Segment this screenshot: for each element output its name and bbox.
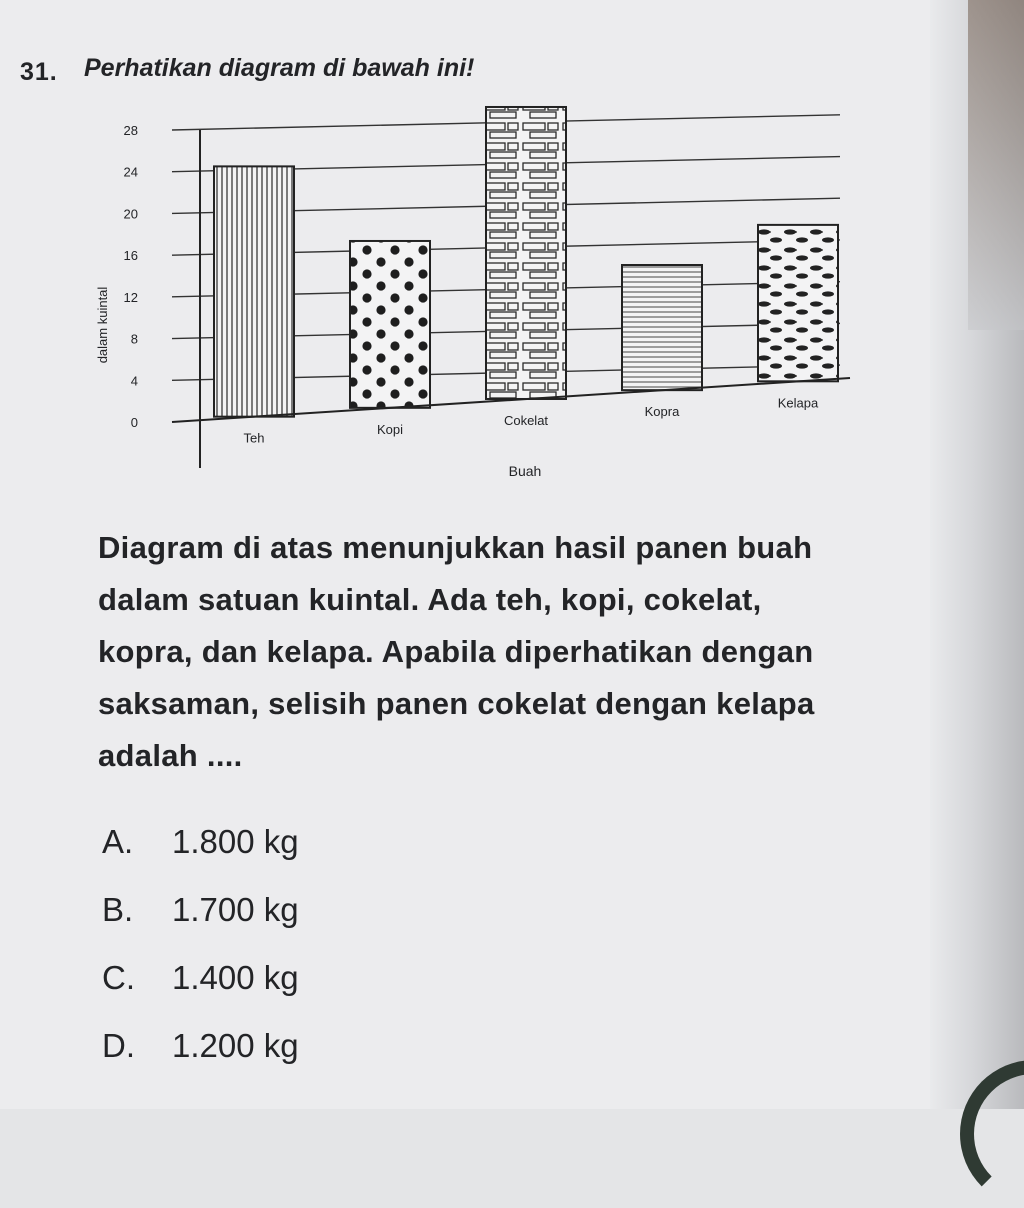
y-tick-label: 4 <box>130 373 138 389</box>
paragraph-line: dalam satuan kuintal. Ada teh, kopi, cokelat, <box>98 582 762 617</box>
x-tick-label: Kelapa <box>777 395 819 411</box>
y-tick-label: 24 <box>123 164 138 180</box>
option-letter: A. <box>102 823 134 860</box>
answer-options <box>102 808 299 1080</box>
bar-kelapa <box>758 225 838 381</box>
bar-cokelat <box>486 107 566 399</box>
option-c[interactable] <box>102 944 299 1012</box>
y-tick-label: 20 <box>123 206 138 222</box>
option-b[interactable] <box>102 876 299 944</box>
question-intro: Perhatikan diagram di bawah ini! <box>84 54 475 82</box>
option-text: 1.400 kg <box>172 959 299 996</box>
option-a[interactable] <box>102 808 299 876</box>
bar-chart <box>80 100 860 500</box>
option-text: 1.700 kg <box>172 891 299 928</box>
y-tick-label: 0 <box>130 415 138 430</box>
paragraph-line: saksaman, selisih panen cokelat dengan kelapa <box>98 686 815 721</box>
question-number: 31. <box>20 58 58 86</box>
bar-kopra <box>622 265 702 390</box>
page-shadow <box>968 0 1024 330</box>
option-text: 1.800 kg <box>172 823 299 860</box>
paragraph-line: adalah .... <box>98 738 243 773</box>
option-letter: B. <box>102 891 134 928</box>
y-tick-label: 28 <box>123 123 138 138</box>
y-axis-label: dalam kuintal <box>95 286 110 364</box>
x-tick-label: Kopra <box>644 404 680 420</box>
x-axis-label: Buah <box>508 463 542 479</box>
paragraph-line: Diagram di atas menunjukkan hasil panen buah <box>98 530 813 565</box>
option-letter: C. <box>102 959 135 996</box>
option-d[interactable] <box>102 1012 299 1080</box>
y-tick-label: 16 <box>123 248 138 264</box>
bar-kopi <box>350 241 430 408</box>
bar-teh <box>214 166 294 416</box>
option-letter: D. <box>102 1027 135 1064</box>
y-tick-label: 12 <box>123 289 138 305</box>
paragraph-line: kopra, dan kelapa. Apabila diperhatikan dengan <box>98 634 814 669</box>
x-tick-label: Cokelat <box>503 412 549 428</box>
x-tick-label: Kopi <box>376 421 404 437</box>
option-text: 1.200 kg <box>172 1027 299 1064</box>
question-paragraph <box>98 522 978 782</box>
x-tick-label: Teh <box>243 430 265 446</box>
y-tick-label: 8 <box>130 331 138 347</box>
